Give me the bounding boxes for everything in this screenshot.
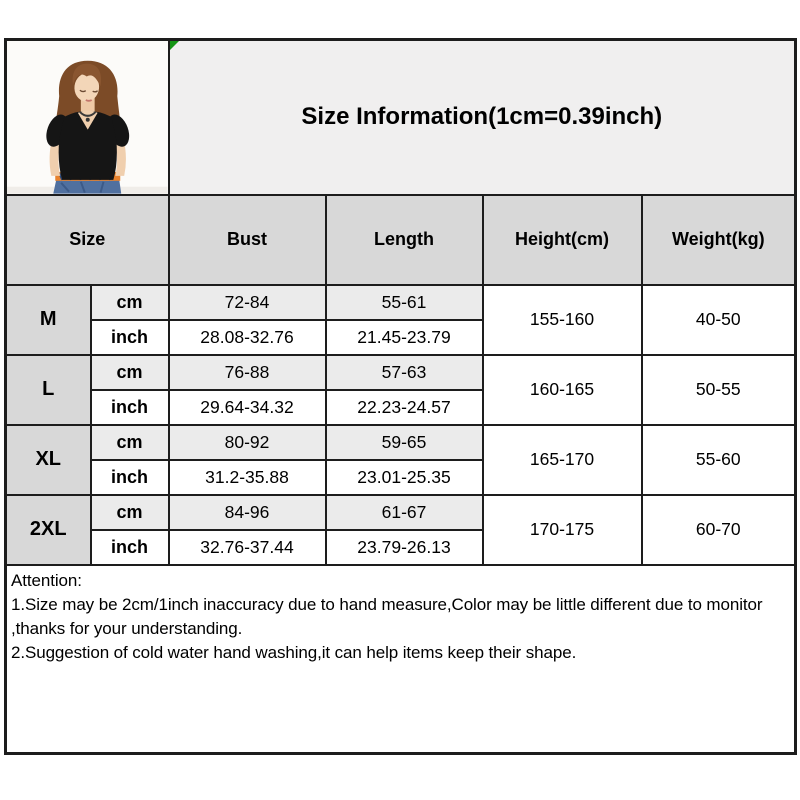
attention-section [6, 565, 796, 754]
unit-cm: cm [91, 355, 169, 390]
size-label-xl: XL [6, 425, 91, 495]
xl-bust-inch: 31.2-35.88 [169, 460, 326, 495]
unit-cm: cm [91, 285, 169, 320]
header-length: Length [326, 195, 483, 285]
size-info-sheet [4, 38, 794, 755]
size-label-l: L [6, 355, 91, 425]
l-weight: 50-55 [642, 355, 796, 425]
2xl-bust-cm: 84-96 [169, 495, 326, 530]
header-height: Height(cm) [483, 195, 642, 285]
m-length-inch: 21.45-23.79 [326, 320, 483, 355]
m-height: 155-160 [483, 285, 642, 355]
corner-flag-icon [170, 41, 179, 50]
header-bust: Bust [169, 195, 326, 285]
l-height: 160-165 [483, 355, 642, 425]
xl-length-cm: 59-65 [326, 425, 483, 460]
unit-inch: inch [91, 390, 169, 425]
2xl-bust-inch: 32.76-37.44 [169, 530, 326, 565]
2xl-height: 170-175 [483, 495, 642, 565]
xl-bust-cm: 80-92 [169, 425, 326, 460]
2xl-length-inch: 23.79-26.13 [326, 530, 483, 565]
l-length-inch: 22.23-24.57 [326, 390, 483, 425]
l-bust-inch: 29.64-34.32 [169, 390, 326, 425]
m-weight: 40-50 [642, 285, 796, 355]
title-cell [169, 40, 796, 195]
m-bust-cm: 72-84 [169, 285, 326, 320]
unit-inch: inch [91, 460, 169, 495]
xl-height: 165-170 [483, 425, 642, 495]
2xl-weight: 60-70 [642, 495, 796, 565]
size-label-2xl: 2XL [6, 495, 91, 565]
unit-cm: cm [91, 495, 169, 530]
header-weight: Weight(kg) [642, 195, 796, 285]
attention-note-1: 1.Size may be 2cm/1inch inaccuracy due to hand measure,Color may be little different due to monitor ,thanks for your understanding. [11, 594, 763, 638]
attention-note-2: 2.Suggestion of cold water hand washing,it can help items keep their shape. [11, 643, 577, 662]
l-length-cm: 57-63 [326, 355, 483, 390]
2xl-length-cm: 61-67 [326, 495, 483, 530]
unit-inch: inch [91, 320, 169, 355]
xl-length-inch: 23.01-25.35 [326, 460, 483, 495]
size-label-m: M [6, 285, 91, 355]
size-table [4, 38, 797, 755]
m-length-cm: 55-61 [326, 285, 483, 320]
m-bust-inch: 28.08-32.76 [169, 320, 326, 355]
l-bust-cm: 76-88 [169, 355, 326, 390]
attention-heading: Attention: [11, 570, 82, 590]
page-title: Size Information(1cm=0.39inch) [301, 103, 663, 131]
unit-inch: inch [91, 530, 169, 565]
xl-weight: 55-60 [642, 425, 796, 495]
header-size: Size [6, 195, 169, 285]
model-photo-illustration [7, 41, 168, 194]
product-photo-cell [6, 40, 169, 195]
unit-cm: cm [91, 425, 169, 460]
